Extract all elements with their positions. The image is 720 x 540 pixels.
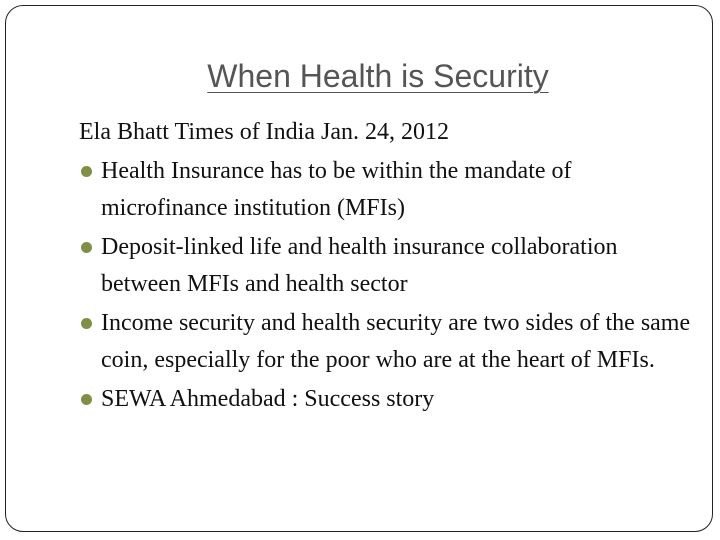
bullet-item <box>79 381 699 418</box>
bullet-text: Health Insurance has to be within the mandate of microfinance institution (MFIs) <box>101 158 572 221</box>
slide-body <box>79 114 699 420</box>
bullet-item <box>79 229 699 303</box>
intro-line: Ela Bhatt Times of India Jan. 24, 2012 <box>79 119 449 145</box>
bullet-item <box>79 305 699 379</box>
bullet-dot-icon <box>81 318 92 329</box>
bullet-dot-icon <box>81 394 92 405</box>
bullet-item <box>79 153 699 227</box>
bullet-list <box>79 153 699 418</box>
bullet-text: Deposit-linked life and health insurance collaboration between MFIs and health sector <box>101 234 618 297</box>
bullet-text: Income security and health security are two sides of the same coin, especially for the poor who are at the heart of MFIs. <box>101 310 691 373</box>
bullet-dot-icon <box>81 242 92 253</box>
slide-title: When Health is Security <box>207 58 549 94</box>
bullet-text: SEWA Ahmedabad : Success story <box>101 386 435 412</box>
bullet-dot-icon <box>81 166 92 177</box>
